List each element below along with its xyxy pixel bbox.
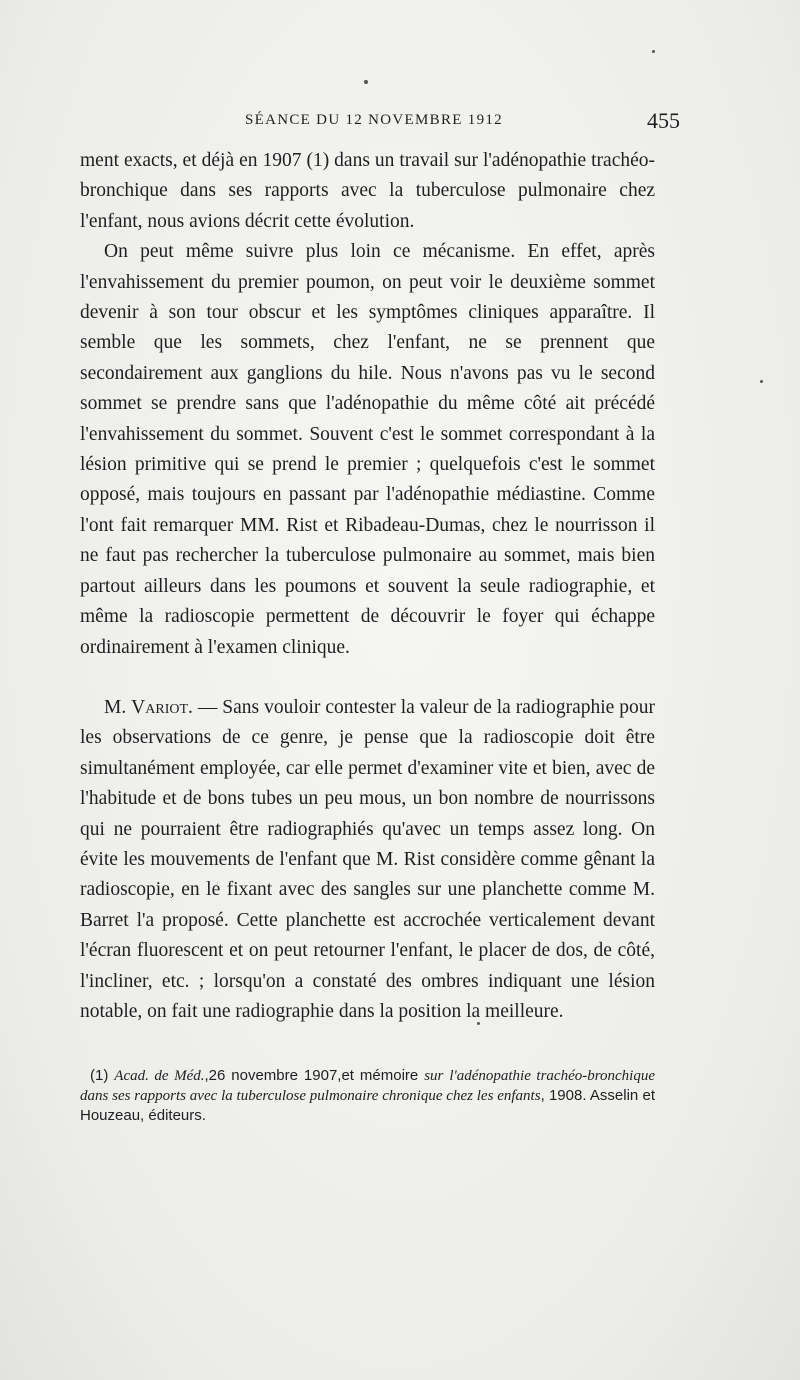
speaker-name: Variot.: [131, 696, 193, 718]
running-header: [80, 108, 680, 138]
footnote-work-title: l'adénopathie trachéo-bronchique dans ses rapports avec la tuberculose pulmonaire chronique chez les enfants: [80, 1068, 655, 1104]
page-number: 455: [647, 108, 680, 133]
footnote-sur: sur: [424, 1068, 444, 1084]
footnote-publication: , 1908. Asselin et Houzeau, éditeurs.: [80, 1087, 655, 1124]
variot-remarks: — Sans vouloir contester la valeur de la radiographie pour les observations de ce genre, je pense que la radioscopie doit être simultanément employée, car elle permet d'examiner vite et bien, avec de l'habitude et de bons tubes un peu mous, un bon nombre de nourrissons qui ne pourraient être radiographiés qu'avec un temps assez long. On évite les mouvements de l'enfant que M. Rist considère comme gênant la radioscopie, en le fixant avec des sangles sur une planchette comme M. Barret l'a proposé. Cette planchette est accrochée verticalement devant l'écran fluorescent et on peut retourner l'enfant, le placer de dos, de côté, l'incliner, etc. ; lorsqu'on a constaté des ombres indiquant une lésion notable, on fait une radiographie dans la position la meilleure.: [80, 696, 656, 1022]
footnote-journal: Acad. de Méd.: [114, 1068, 205, 1084]
ink-speck: [760, 380, 763, 383]
paragraph-mechanism: On peut même suivre plus loin ce mécanisme. En effet, après l'envahissement du premier poumon, on peut voir le deuxième sommet devenir à son tour obscur et les symptômes cliniques apparaître. Il semble que les sommets, chez l'enfant, ne se prennent que secondairement aux ganglions du hile. Nous n'avons pas vu le second sommet se prendre sans que l'adénopathie du même côté ait précédé l'envahissement du sommet. Souvent c'est le sommet correspondant à la lésion primitive qui se prend le premier ; quelquefois c'est le sommet opposé, mais toujours en passant par l'adénopathie médiastine. Comme l'ont fait remarquer MM. Rist et Ribadeau-Dumas, chez le nourrisson il ne faut pas rechercher la tuberculose pulmonaire au sommet, mais bien partout ailleurs dans les poumons et souvent la seule radiographie, et même la radioscopie permettent de découvrir le foyer qui échappe ordinairement à l'examen clinique.: [80, 241, 655, 658]
paragraph-gap: [80, 663, 655, 693]
speaker-title: M.: [104, 696, 127, 718]
footnotes: [80, 1066, 655, 1126]
paragraph-continuation: ment exacts, et déjà en 1907 (1) dans un travail sur l'adénopathie trachéo-bronchique dans ses rapports avec la tuberculose pulmonaire chez l'enfant, nous avions décrit cette évolution.: [80, 150, 655, 232]
header-title: SÉANCE DU 12 NOVEMBRE 1912: [245, 112, 503, 128]
body-text: [80, 146, 655, 1027]
ink-speck: [364, 80, 368, 84]
paragraph-variot: [80, 693, 655, 1027]
footnote-1: [80, 1066, 655, 1126]
footnote-date: ,26 novembre 1907,et mémoire: [204, 1067, 419, 1084]
ink-speck: [652, 50, 655, 53]
footnote-marker: (1): [90, 1067, 109, 1084]
ink-speck: [477, 1022, 480, 1025]
